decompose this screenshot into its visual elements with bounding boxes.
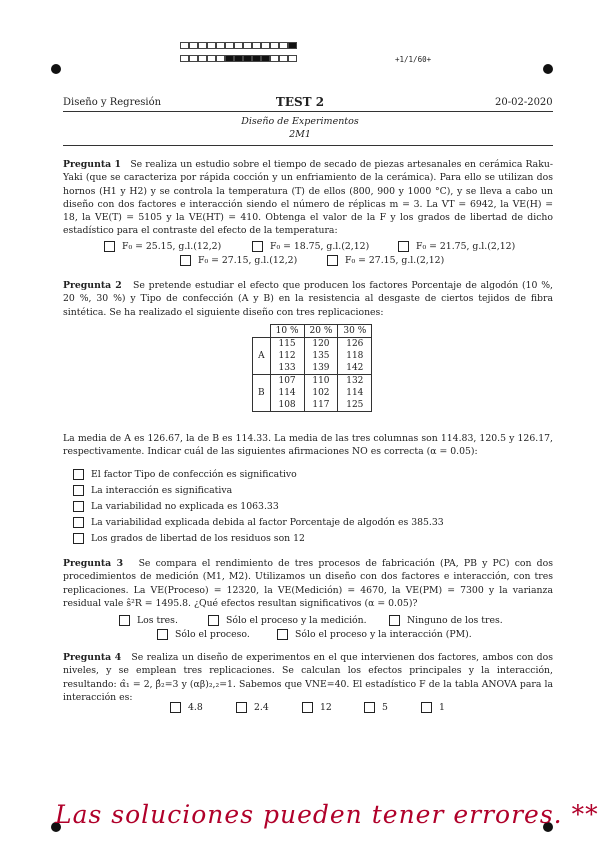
id-code-row-1 xyxy=(180,42,297,49)
answer-option[interactable]: Sólo el proceso y la interacción (PM). xyxy=(277,629,472,640)
group-label: B xyxy=(253,375,271,412)
checkbox[interactable] xyxy=(421,702,432,713)
id-code-row-2 xyxy=(180,55,297,62)
handwritten-note: Las soluciones pueden tener errores. ** xyxy=(55,800,599,829)
table-row: 133 139 142 xyxy=(253,362,372,375)
checkbox[interactable] xyxy=(73,533,84,544)
checkbox[interactable] xyxy=(157,629,168,640)
answer-option[interactable]: Ninguno de los tres. xyxy=(389,615,503,626)
question-4 xyxy=(63,651,553,704)
answer-option[interactable]: La variabilidad explicada debida al factor Porcentaje de algodón es 385.33 xyxy=(73,517,444,528)
column-header: 10 % xyxy=(270,325,304,338)
checkbox[interactable] xyxy=(170,702,181,713)
answer-option[interactable]: F₀ = 27.15, g.l.(12,2) xyxy=(180,255,297,266)
checkbox[interactable] xyxy=(398,241,409,252)
table-row: 108 117 125 xyxy=(253,399,372,412)
question-text: Se realiza un estudio sobre el tiempo de secado de piezas artesanales en cerámica Raku-Yaki (que se caracteriza por rápida cocción y un enfriamiento de la cerámica). Para ello se utilizan dos hornos (H1 y H2) y se controla la temperatura (T) de ellos (800, 900 y 1000 °C), y se lleva a cabo un diseño con dos factores e interacción siendo el número de réplicas m = 3. La VT = 6942, la VE(H) = 18, la VE(T) = 5105 y la VE(HT) = 410. Obtenga el valor de la F y los grados de libertad de dicho estadístico para el contraste del efecto de la temperatura: xyxy=(63,159,553,237)
answer-option[interactable]: El factor Tipo de confección es significativo xyxy=(73,469,297,480)
answer-option[interactable]: F₀ = 27.15, g.l.(2,12) xyxy=(327,255,444,266)
answer-option[interactable]: Sólo el proceso y la medición. xyxy=(208,615,367,626)
question-2 xyxy=(63,279,553,319)
checkbox[interactable] xyxy=(104,241,115,252)
checkbox[interactable] xyxy=(73,485,84,496)
answer-option[interactable]: 2.4 xyxy=(236,702,269,713)
checkbox[interactable] xyxy=(236,702,247,713)
answer-option[interactable]: La variabilidad no explicada es 1063.33 xyxy=(73,501,279,512)
registration-mark xyxy=(51,64,61,74)
test-title: TEST 2 xyxy=(275,95,325,109)
answer-option[interactable]: La interacción es significativa xyxy=(73,485,232,496)
answer-option[interactable]: 12 xyxy=(302,702,332,713)
answer-option[interactable]: F₀ = 18.75, g.l.(2,12) xyxy=(252,241,369,252)
question-label: Pregunta 1 xyxy=(63,159,121,170)
data-table xyxy=(252,324,372,412)
table-row: A 115 120 126 xyxy=(253,338,372,351)
question-text: Se realiza un diseño de experimentos en el que intervienen dos factores, ambos con dos niveles, y se emplean tres replicaciones. Se calculan los efectos principales y la interacción, resultando: α̂₁ = 2, β̂₂=3 y (αβ)₂,₂=1. Sabemos que VNE=40. El estadístico F de la tabla ANOVA para la interacción es: xyxy=(63,652,553,703)
table-row: 112 135 118 xyxy=(253,350,372,362)
group-label: A xyxy=(253,338,271,375)
checkbox[interactable] xyxy=(119,615,130,626)
question-3 xyxy=(63,557,553,610)
table-row: 114 102 114 xyxy=(253,387,372,399)
question-text: Se compara el rendimiento de tres procesos de fabricación (PA, PB y PC) con dos procedimientos de medición (M1, M2). Utilizamos un diseño con dos factores e interacción, con tres replicaciones. La VE(Proceso) = 12320, la VE(Medición) = 4670, la VE(PM) = 7300 y la varianza residual vale ŝ²R = 1495.8. ¿Qué efectos resultan significativos (α = 0.05)? xyxy=(63,558,553,609)
question-2-followup: La media de A es 126.67, la de B es 114.33. La media de las tres columnas son 114.83, 120.5 y 126.17, respectivamente. Indicar cuál de las siguientes afirmaciones NO es correcta (α = 0.05): xyxy=(63,433,553,458)
header-rule xyxy=(63,111,553,112)
column-header: 30 % xyxy=(338,325,372,338)
subtitle-rule xyxy=(63,145,553,146)
checkbox[interactable] xyxy=(208,615,219,626)
checkbox[interactable] xyxy=(327,255,338,266)
answer-option[interactable]: Los tres. xyxy=(119,615,178,626)
registration-mark xyxy=(543,64,553,74)
page-id: +1/1/60+ xyxy=(395,55,432,64)
checkbox[interactable] xyxy=(389,615,400,626)
question-1 xyxy=(63,158,553,238)
answer-option[interactable]: 5 xyxy=(364,702,388,713)
answer-option[interactable]: F₀ = 21.75, g.l.(2,12) xyxy=(398,241,515,252)
checkbox[interactable] xyxy=(364,702,375,713)
question-text: Se pretende estudiar el efecto que producen los factores Porcentaje de algodón (10 %, 20 %, 30 %) y Tipo de confección (A y B) en la resistencia al desgaste de ciertos tejidos de fibra sintética. Se ha realizado el siguiente diseño con tres replicaciones: xyxy=(63,280,553,318)
exam-subtitle: Diseño de Experimentos xyxy=(241,116,359,127)
question-label: Pregunta 3 xyxy=(63,558,124,569)
column-header: 20 % xyxy=(304,325,338,338)
exam-group: 2M1 xyxy=(289,129,311,140)
table-row: B 107 110 132 xyxy=(253,375,372,388)
answer-option[interactable]: 4.8 xyxy=(170,702,203,713)
answer-option[interactable]: F₀ = 25.15, g.l.(12,2) xyxy=(104,241,221,252)
answer-option[interactable]: Sólo el proceso. xyxy=(157,629,250,640)
checkbox[interactable] xyxy=(73,501,84,512)
checkbox[interactable] xyxy=(302,702,313,713)
course-name: Diseño y Regresión xyxy=(63,97,162,108)
answer-option[interactable]: 1 xyxy=(421,702,445,713)
checkbox[interactable] xyxy=(277,629,288,640)
question-label: Pregunta 4 xyxy=(63,652,122,663)
checkbox[interactable] xyxy=(73,517,84,528)
answer-option[interactable]: Los grados de libertad de los residuos son 12 xyxy=(73,533,305,544)
checkbox[interactable] xyxy=(252,241,263,252)
question-label: Pregunta 2 xyxy=(63,280,122,291)
exam-date: 20-02-2020 xyxy=(495,97,553,108)
checkbox[interactable] xyxy=(73,469,84,480)
checkbox[interactable] xyxy=(180,255,191,266)
